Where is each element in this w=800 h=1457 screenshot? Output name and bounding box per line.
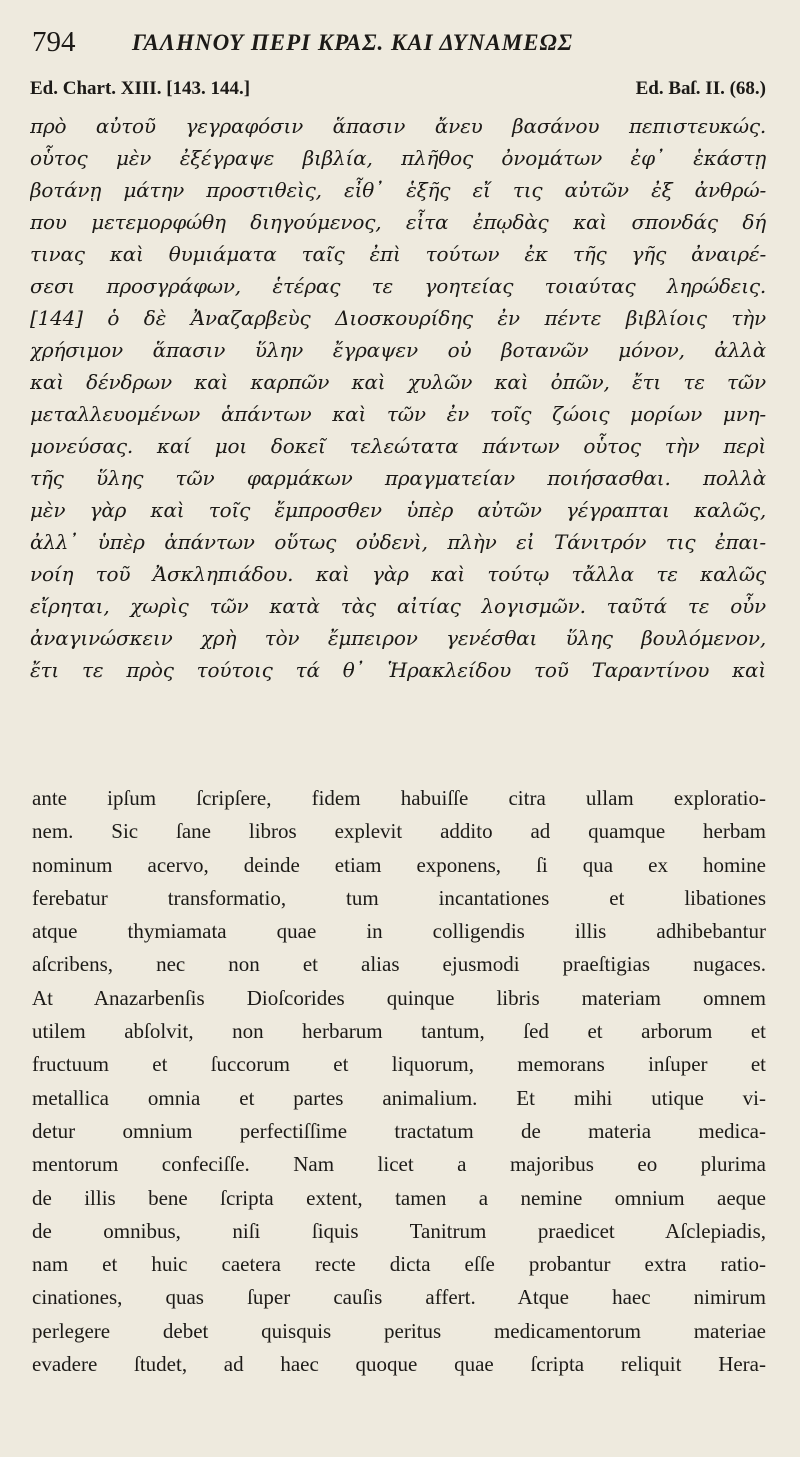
- edition-chartier-reference: Ed. Chart. XIII. [143. 144.]: [30, 78, 251, 99]
- greek-line: καὶ δένδρων καὶ καρπῶν καὶ χυλῶν καὶ ὀπῶν, ἔτι τε τῶν: [30, 370, 766, 394]
- greek-line: ἀλλ᾽ ὑπὲρ ἁπάντων οὕτως οὐδενὶ, πλὴν εἰ Τάνιτρόν τις ἐπαι-: [30, 530, 766, 554]
- latin-line: nam et huic caetera recte dicta eſſe probantur extra ratio-: [32, 1252, 766, 1277]
- latin-line: detur omnium perfectiſſime tractatum de materia medica-: [32, 1118, 766, 1143]
- greek-line: μὲν γὰρ καὶ τοῖς ἔμπροσθεν ὑπὲρ αὐτῶν γέγραπται καλῶς,: [30, 498, 766, 522]
- greek-line: που μετεμορφώθη διηγούμενος, εἶτα ἐπῳδὰς καὶ σπονδάς δή: [30, 210, 766, 234]
- latin-line: atque thymiamata quae in colligendis illis adhibebantur: [32, 919, 766, 944]
- latin-line: aſcribens, nec non et alias ejusmodi praeſtigias nugaces.: [32, 952, 766, 977]
- latin-line: evadere ſtudet, ad haec quoque quae ſcripta reliquit Hera-: [32, 1352, 766, 1377]
- latin-line: At Anazarbenſis Dioſcorides quinque libris materiam omnem: [32, 985, 766, 1010]
- page-number: 794: [32, 26, 76, 58]
- greek-line: τῆς ὕλης τῶν φαρμάκων πραγματείαν ποιήσασθαι. πολλὰ: [30, 466, 766, 490]
- latin-line: cinationes, quas ſuper cauſis affert. Atque haec nimirum: [32, 1285, 766, 1310]
- greek-line: τινας καὶ θυμιάματα ταῖς ἐπὶ τούτων ἐκ τῆς γῆς ἀναιρέ-: [30, 242, 766, 266]
- latin-line: nominum acervo, deinde etiam exponens, ſi qua ex homine: [32, 852, 766, 877]
- greek-line: [144] ὁ δὲ Ἀναζαρβεὺς Διοσκουρίδης ἐν πέντε βιβλίοις τὴν: [30, 306, 766, 330]
- latin-line: nem. Sic ſane libros explevit addito ad quamque herbam: [32, 819, 766, 844]
- greek-line: πρὸ αὐτοῦ γεγραφόσιν ἅπασιν ἄνευ βασάνου πεπιστευκώς.: [30, 114, 766, 138]
- edition-reference-line: [30, 78, 766, 104]
- latin-line: fructuum et ſuccorum et liquorum, memorans inſuper et: [32, 1052, 766, 1077]
- running-head: [32, 22, 772, 62]
- greek-line: σεσι προσγράφων, ἑτέρας τε γοητείας τοιαύτας ληρώδεις.: [30, 274, 766, 298]
- greek-text-block: [30, 110, 766, 686]
- greek-line: οὗτος μὲν ἐξέγραψε βιβλία, πλῆθος ὀνομάτων ἐφ᾽ ἑκάστῃ: [30, 146, 766, 170]
- greek-line: μονεύσας. καί μοι δοκεῖ τελεώτατα πάντων οὗτος τὴν περὶ: [30, 434, 766, 458]
- greek-line: ἔτι τε πρὸς τούτοις τά θ᾽ Ἡρακλείδου τοῦ Ταραντίνου καὶ: [30, 658, 766, 682]
- edition-basel-reference: Ed. Baſ. II. (68.): [635, 78, 766, 99]
- greek-line: νοίη τοῦ Ἀσκληπιάδου. καὶ γὰρ καὶ τούτῳ τἄλλα τε καλῶς: [30, 562, 766, 586]
- latin-line: metallica omnia et partes animalium. Et mihi utique vi-: [32, 1085, 766, 1110]
- latin-line: mentorum confeciſſe. Nam licet a majoribus eo plurima: [32, 1152, 766, 1177]
- page-heading: ΓΑΛΗΝΟΥ ΠΕΡΙ ΚΡΑΣ. ΚΑΙ ΔΥΝΑΜΕΩΣ: [132, 30, 573, 55]
- greek-line: ἀναγινώσκειν χρὴ τὸν ἔμπειρον γενέσθαι ὕλης βουλόμενον,: [30, 626, 766, 650]
- greek-line: βοτάνῃ μάτην προστιθεὶς, εἶθ᾽ ἑξῆς εἴ τις αὐτῶν ἐξ ἀνθρώ-: [30, 178, 766, 202]
- greek-line: μεταλλευομένων ἁπάντων καὶ τῶν ἐν τοῖς ζώοις μορίων μνη-: [30, 402, 766, 426]
- latin-line: ante ipſum ſcripſere, fidem habuiſſe citra ullam exploratio-: [32, 786, 766, 810]
- latin-line: de illis bene ſcripta extent, tamen a nemine omnium aeque: [32, 1185, 766, 1210]
- greek-line: χρήσιμον ἅπασιν ὕλην ἔγραψεν οὐ βοτανῶν μόνον, ἀλλὰ: [30, 338, 766, 362]
- latin-line: de omnibus, niſi ſiquis Tanitrum praedicet Aſclepiadis,: [32, 1218, 766, 1243]
- latin-line: ferebatur transformatio, tum incantationes et libationes: [32, 885, 766, 910]
- latin-line: utilem abſolvit, non herbarum tantum, ſed et arborum et: [32, 1019, 766, 1044]
- latin-line: perlegere debet quisquis peritus medicamentorum materiae: [32, 1318, 766, 1343]
- latin-text-block: [32, 782, 766, 1381]
- greek-line: εἴρηται, χωρὶς τῶν κατὰ τὰς αἰτίας λογισμῶν. ταῦτά τε οὖν: [30, 594, 766, 618]
